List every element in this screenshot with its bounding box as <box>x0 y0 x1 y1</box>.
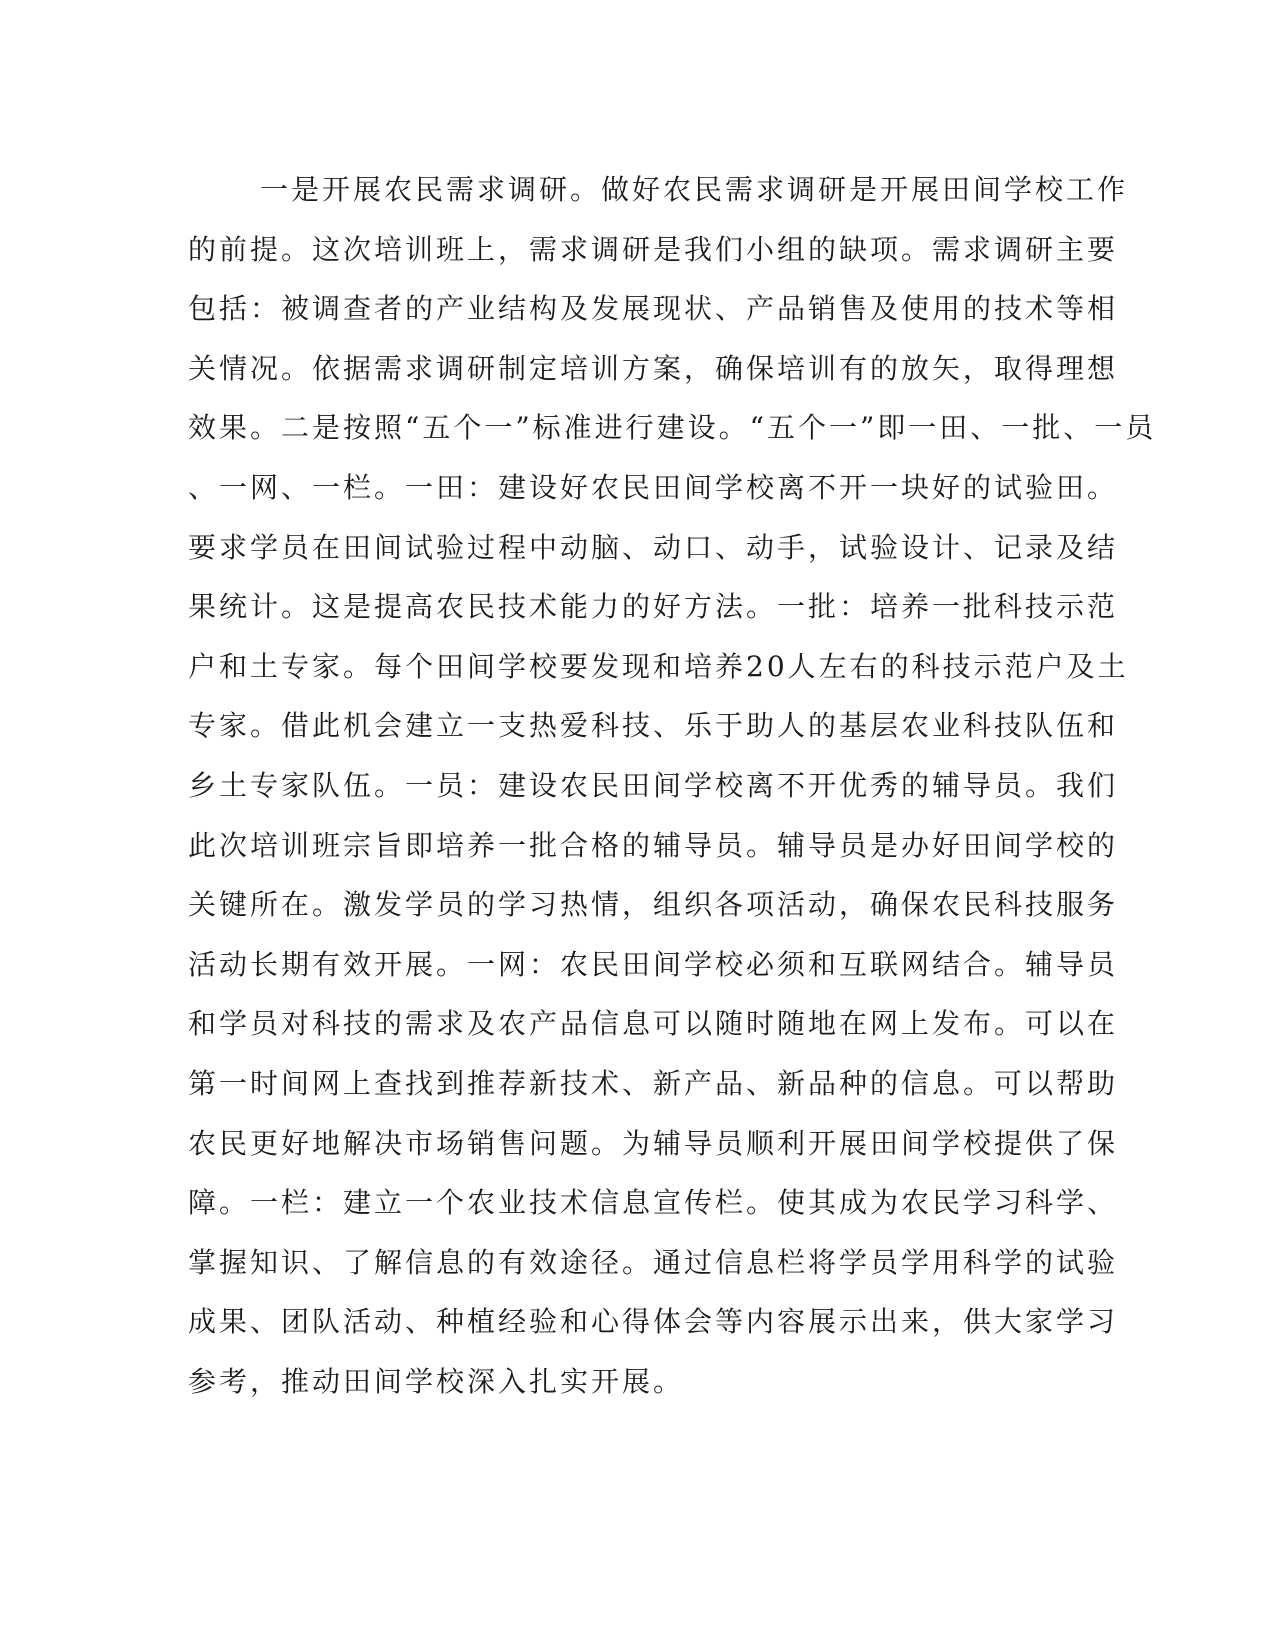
body-paragraph <box>188 160 1157 1411</box>
text-line-7: 要求学员在田间试验过程中动脑、动口、动手，试验设计、记录及结 <box>188 530 1119 564</box>
text-line-6: 、一网、一栏。一田：建设好农民田间学校离不开一块好的试验田。 <box>188 470 1119 504</box>
text-line-15: 和学员对科技的需求及农产品信息可以随时随地在网上发布。可以在 <box>188 1007 1119 1041</box>
text-line-18: 障。一栏：建立一个农业技术信息宣传栏。使其成为农民学习科学、 <box>188 1186 1119 1220</box>
text-line-21: 参考，推动田间学校深入扎实开展。 <box>188 1364 685 1398</box>
text-line-19: 掌握知识、了解信息的有效途径。通过信息栏将学员学用科学的试验 <box>188 1245 1119 1279</box>
text-line-3: 包括：被调查者的产业结构及发展现状、产品销售及使用的技术等相 <box>188 292 1119 326</box>
text-line-5: 效果。二是按照“五个一”标准进行建设。“五个一”即一田、一批、一员 <box>188 411 1157 445</box>
text-line-13: 关键所在。激发学员的学习热情，组织各项活动，确保农民科技服务 <box>188 888 1119 922</box>
text-line-4: 关情况。依据需求调研制定培训方案，确保培训有的放矢，取得理想 <box>188 351 1119 385</box>
text-line-9: 户和土专家。每个田间学校要发现和培养20人左右的科技示范户及土 <box>188 649 1129 683</box>
text-line-12: 此次培训班宗旨即培养一批合格的辅导员。辅导员是办好田间学校的 <box>188 828 1119 862</box>
text-line-20: 成果、团队活动、种植经验和心得体会等内容展示出来，供大家学习 <box>188 1305 1119 1339</box>
text-line-17: 农民更好地解决市场销售问题。为辅导员顺利开展田间学校提供了保 <box>188 1126 1119 1160</box>
text-line-10: 专家。借此机会建立一支热爱科技、乐于助人的基层农业科技队伍和 <box>188 709 1119 743</box>
text-line-11: 乡土专家队伍。一员：建设农民田间学校离不开优秀的辅导员。我们 <box>188 768 1119 802</box>
text-line-8: 果统计。这是提高农民技术能力的好方法。一批：培养一批科技示范 <box>188 590 1119 624</box>
text-line-14: 活动长期有效开展。一网：农民田间学校必须和互联网结合。辅导员 <box>188 947 1119 981</box>
text-line-2: 的前提。这次培训班上，需求调研是我们小组的缺项。需求调研主要 <box>188 232 1119 266</box>
text-line-1: 一是开展农民需求调研。做好农民需求调研是开展田间学校工作 <box>260 173 1129 206</box>
text-line-16: 第一时间网上查找到推荐新技术、新产品、新品种的信息。可以帮助 <box>188 1066 1119 1100</box>
